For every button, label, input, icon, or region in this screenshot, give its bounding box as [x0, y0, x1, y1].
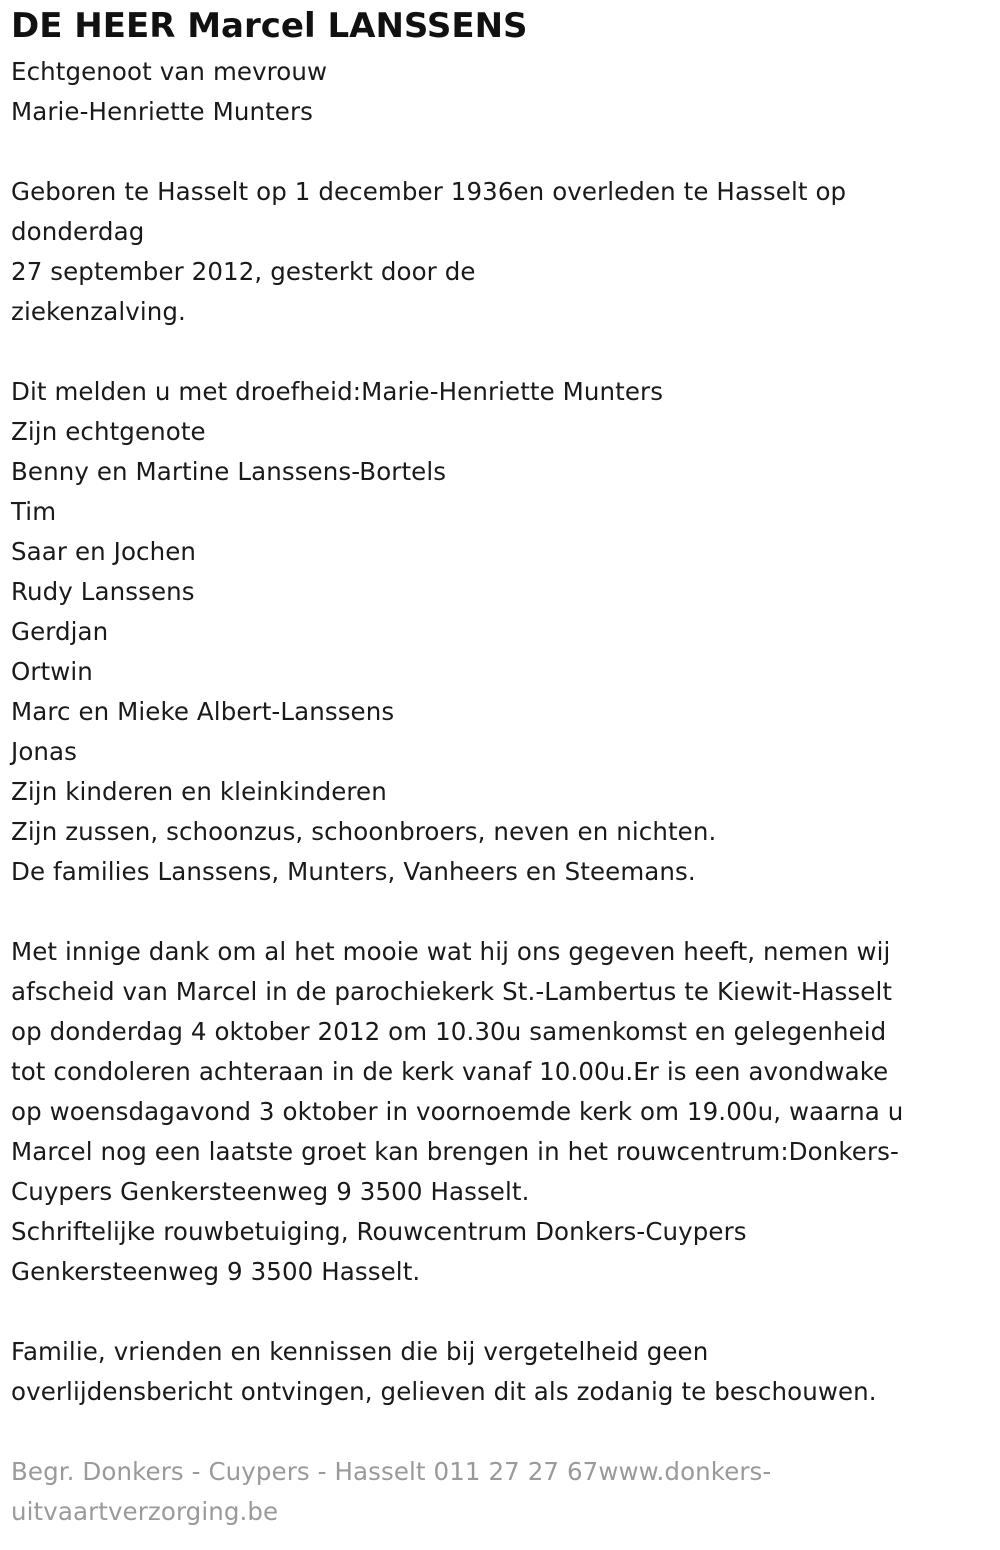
mourner-line: Zijn echtgenote	[11, 417, 206, 446]
birth-death-line: 27 september 2012, gesterkt door de	[11, 257, 476, 286]
ceremony-line: Met innige dank om al het mooie wat hij ons gegeven heeft, nemen wij	[11, 937, 891, 966]
spouse-name: Marie-Henriette Munters	[11, 97, 314, 126]
mourner-line: Benny en Martine Lanssens-Bortels	[11, 457, 447, 486]
spouse-section	[11, 52, 986, 132]
spacer	[11, 132, 986, 172]
closing-section	[11, 1332, 986, 1412]
spacer	[11, 1412, 986, 1452]
birth-death-line: Geboren te Hasselt op 1 december 1936en overleden te Hasselt op	[11, 177, 847, 206]
birth-death-line: donderdag	[11, 217, 145, 246]
footer-line: Begr. Donkers - Cuypers - Hasselt 011 27 27 67www.donkers-	[11, 1457, 772, 1486]
ceremony-line: op woensdagavond 3 oktober in voornoemde kerk om 19.00u, waarna u	[11, 1097, 904, 1126]
ceremony-line: Cuypers Genkersteenweg 9 3500 Hasselt.	[11, 1177, 530, 1206]
obituary-notice	[11, 0, 986, 1532]
mourner-line: Zijn kinderen en kleinkinderen	[11, 777, 387, 806]
mourners-list	[11, 372, 986, 892]
ceremony-line: afscheid van Marcel in de parochiekerk St.-Lambertus te Kiewit-Hasselt	[11, 977, 893, 1006]
spacer	[11, 1292, 986, 1332]
ceremony-line: op donderdag 4 oktober 2012 om 10.30u samenkomst en gelegenheid	[11, 1017, 887, 1046]
mourner-line: Rudy Lanssens	[11, 577, 195, 606]
closing-line: overlijdensbericht ontvingen, gelieven dit als zodanig te beschouwen.	[11, 1377, 877, 1406]
mourner-line: De families Lanssens, Munters, Vanheers en Steemans.	[11, 857, 696, 886]
ceremony-section	[11, 932, 986, 1292]
funeral-home-footer	[11, 1452, 986, 1532]
mourner-line: Jonas	[11, 737, 78, 766]
ceremony-line: Genkersteenweg 9 3500 Hasselt.	[11, 1257, 421, 1286]
mourner-line: Marc en Mieke Albert-Lanssens	[11, 697, 395, 726]
closing-line: Familie, vrienden en kennissen die bij vergetelheid geen	[11, 1337, 709, 1366]
footer-line: uitvaartverzorging.be	[11, 1497, 279, 1526]
notice-title: DE HEER Marcel LANSSENS	[11, 6, 528, 46]
ceremony-line: tot condoleren achteraan in de kerk vanaf 10.00u.Er is een avondwake	[11, 1057, 889, 1086]
spacer	[11, 332, 986, 372]
mourner-line: Saar en Jochen	[11, 537, 197, 566]
mourner-line: Tim	[11, 497, 57, 526]
mourner-line: Gerdjan	[11, 617, 109, 646]
mourner-line: Dit melden u met droefheid:Marie-Henriette Munters	[11, 377, 664, 406]
ceremony-line: Marcel nog een laatste groet kan brengen in het rouwcentrum:Donkers-	[11, 1137, 899, 1166]
birth-death-section	[11, 172, 986, 332]
spacer	[11, 892, 986, 932]
ceremony-line: Schriftelijke rouwbetuiging, Rouwcentrum Donkers-Cuypers	[11, 1217, 747, 1246]
birth-death-line: ziekenzalving.	[11, 297, 186, 326]
mourner-line: Zijn zussen, schoonzus, schoonbroers, neven en nichten.	[11, 817, 717, 846]
spouse-intro: Echtgenoot van mevrouw	[11, 57, 328, 86]
mourner-line: Ortwin	[11, 657, 93, 686]
